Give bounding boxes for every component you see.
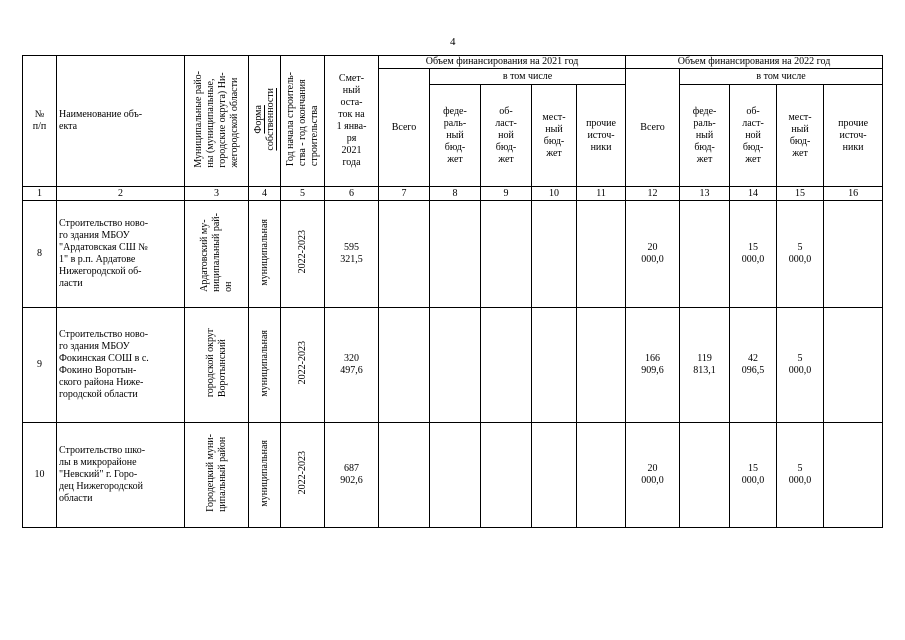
years-text: 2022-2023: [296, 341, 308, 385]
header-num: № п/п: [23, 56, 57, 187]
header-other-2022: прочие источ- ники: [824, 85, 883, 187]
ownership-cell: [249, 201, 281, 308]
federal-2021-cell: [430, 308, 481, 423]
column-number: 1: [23, 187, 57, 201]
header-including-2021: в том числе: [430, 69, 626, 85]
federal-2022-cell: [680, 201, 730, 308]
total-2021-cell: [379, 308, 430, 423]
header-municipality: [185, 56, 249, 187]
years-cell: [281, 308, 325, 423]
header-years-text: Год начала строитель- ства - год окончания строительства: [284, 71, 320, 167]
column-number: 15: [777, 187, 824, 201]
header-fin-2022: Объем финансирования на 2022 год: [626, 56, 883, 69]
municipality-text: Городецкий муни- ципальный район: [204, 434, 228, 512]
header-regional-2021: об- ласт- ной бюд- жет: [481, 85, 532, 187]
table-row: [23, 308, 883, 423]
years-cell: [281, 423, 325, 528]
years-cell: [281, 201, 325, 308]
column-number: 11: [577, 187, 626, 201]
column-number: 7: [379, 187, 430, 201]
local-2022-cell: 5 000,0: [777, 308, 824, 423]
object-name: Строительство ново- го здания МБОУ "Ардатовская СШ № 1" в р.п. Ардатове Нижегородской об- ласти: [57, 201, 185, 308]
table-row: [23, 201, 883, 308]
federal-2021-cell: [430, 423, 481, 528]
header-ownership: [249, 56, 281, 187]
header-local-2022: мест- ный бюд- жет: [777, 85, 824, 187]
header-including-2022: в том числе: [680, 69, 883, 85]
regional-2022-cell: 15 000,0: [730, 201, 777, 308]
column-number: 5: [281, 187, 325, 201]
estimate-cell: 595 321,5: [325, 201, 379, 308]
object-name: Строительство ново- го здания МБОУ Фокинская СОШ в с. Фокино Воротын- ского района Ниже- городской области: [57, 308, 185, 423]
municipality-text: Ардатовский му- ниципальный рай- он: [198, 212, 234, 292]
ownership-text: муниципальная: [258, 439, 270, 507]
column-number: 16: [824, 187, 883, 201]
total-2022-cell: 20 000,0: [626, 423, 680, 528]
table-row: [23, 423, 883, 528]
column-number: 2: [57, 187, 185, 201]
regional-2022-cell: 15 000,0: [730, 423, 777, 528]
other-2021-cell: [577, 201, 626, 308]
total-2021-cell: [379, 201, 430, 308]
column-number: 8: [430, 187, 481, 201]
estimate-cell: 687 902,6: [325, 423, 379, 528]
ownership-text: муниципальная: [258, 329, 270, 397]
header-local-2021: мест- ный бюд- жет: [532, 85, 577, 187]
financing-table: [22, 55, 883, 528]
other-2021-cell: [577, 308, 626, 423]
column-number: 10: [532, 187, 577, 201]
column-number: 3: [185, 187, 249, 201]
header-other-2021: прочие источ- ники: [577, 85, 626, 187]
municipality-cell: [185, 201, 249, 308]
ownership-cell: [249, 423, 281, 528]
column-number: 13: [680, 187, 730, 201]
header-total-2021: Всего: [379, 69, 430, 187]
regional-2022-cell: 42 096,5: [730, 308, 777, 423]
other-2022-cell: [824, 201, 883, 308]
local-2022-cell: 5 000,0: [777, 201, 824, 308]
header-regional-2022: об- ласт- ной бюд- жет: [730, 85, 777, 187]
other-2021-cell: [577, 423, 626, 528]
local-2021-cell: [532, 308, 577, 423]
local-2021-cell: [532, 201, 577, 308]
column-number: 12: [626, 187, 680, 201]
header-municipality-text: Муниципальные райо- ны (муниципальные, городские округа) Ни- жегородской области: [192, 70, 240, 168]
ownership-text: муниципальная: [258, 218, 270, 286]
years-text: 2022-2023: [296, 230, 308, 274]
local-2021-cell: [532, 423, 577, 528]
column-number: 14: [730, 187, 777, 201]
regional-2021-cell: [481, 308, 532, 423]
regional-2021-cell: [481, 423, 532, 528]
municipality-cell: [185, 423, 249, 528]
page-number: 4: [450, 36, 456, 48]
regional-2021-cell: [481, 201, 532, 308]
row-num: 10: [23, 423, 57, 528]
header-estimate: Смет- ный оста- ток на 1 янва- ря 2021 года: [325, 56, 379, 187]
federal-2022-cell: [680, 423, 730, 528]
other-2022-cell: [824, 308, 883, 423]
municipality-text: городской округ Воротынский: [204, 328, 228, 398]
column-number: 4: [249, 187, 281, 201]
ownership-cell: [249, 308, 281, 423]
header-years: [281, 56, 325, 187]
header-federal-2021: феде- раль- ный бюд- жет: [430, 85, 481, 187]
federal-2022-cell: 119 813,1: [680, 308, 730, 423]
header-federal-2022: феде- раль- ный бюд- жет: [680, 85, 730, 187]
column-number: 9: [481, 187, 532, 201]
total-2022-cell: 166 909,6: [626, 308, 680, 423]
row-num: 9: [23, 308, 57, 423]
header-name: Наименование объ- екта: [57, 56, 185, 187]
local-2022-cell: 5 000,0: [777, 423, 824, 528]
other-2022-cell: [824, 423, 883, 528]
estimate-cell: 320 497,6: [325, 308, 379, 423]
column-number-row: [23, 187, 883, 201]
total-2021-cell: [379, 423, 430, 528]
header-fin-2021: Объем финансирования на 2021 год: [379, 56, 626, 69]
total-2022-cell: 20 000,0: [626, 201, 680, 308]
row-num: 8: [23, 201, 57, 308]
years-text: 2022-2023: [296, 451, 308, 495]
municipality-cell: [185, 308, 249, 423]
header-ownership-text: Форма собственности: [252, 87, 276, 151]
header-total-2022: Всего: [626, 69, 680, 187]
federal-2021-cell: [430, 201, 481, 308]
column-number: 6: [325, 187, 379, 201]
object-name: Строительство шко- лы в микрорайоне "Невский" г. Горо- дец Нижегородской области: [57, 423, 185, 528]
